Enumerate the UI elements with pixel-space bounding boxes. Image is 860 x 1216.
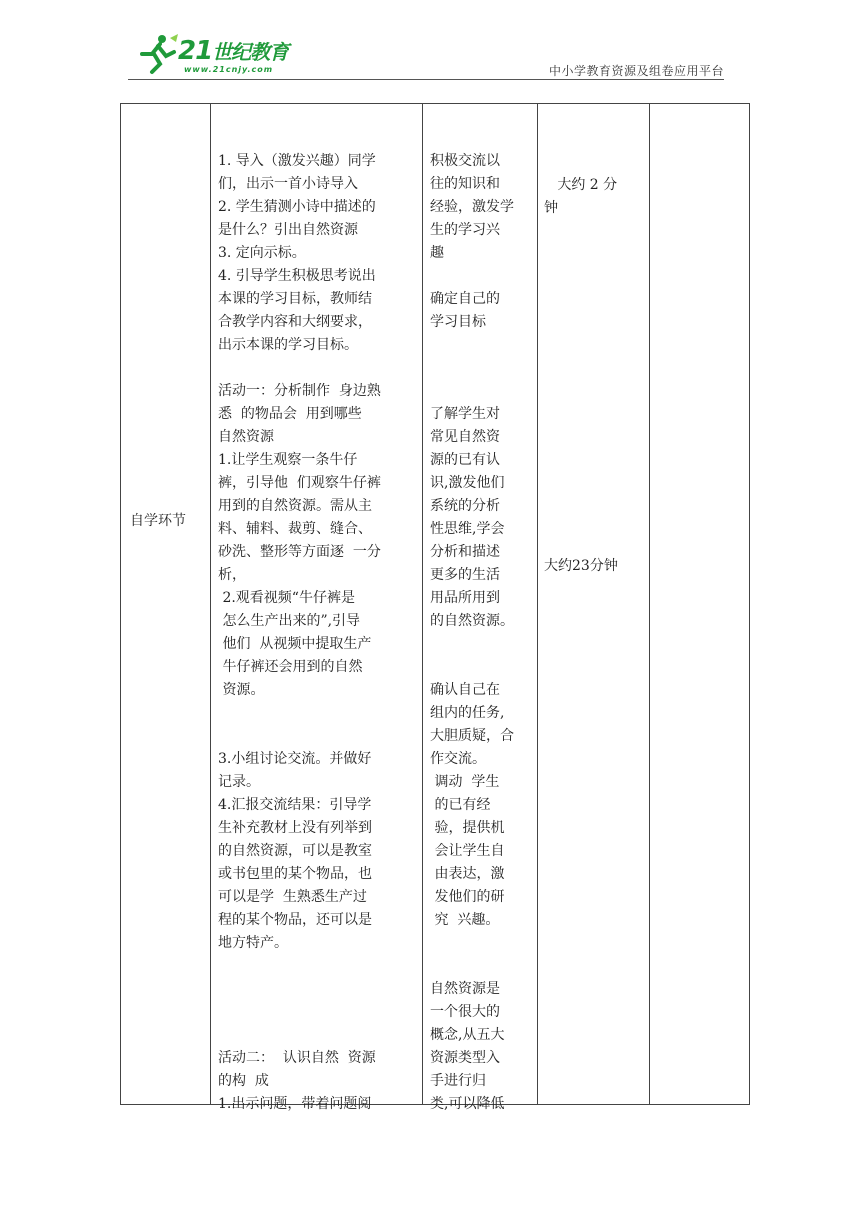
teacher-line: 他们 从视频中提取生产 bbox=[218, 636, 372, 652]
logo-url: www.21cnjy.com bbox=[184, 65, 274, 74]
student-line: 手进行归 bbox=[430, 1073, 486, 1089]
platform-name: 中小学教育资源及组卷应用平台 bbox=[548, 64, 724, 78]
student-line: 源的已有认 bbox=[430, 452, 500, 468]
column-divider bbox=[210, 104, 211, 1104]
teacher-line: 本课的学习目标，教师结 bbox=[218, 291, 372, 307]
teacher-line: 记录。 bbox=[218, 774, 260, 790]
student-line bbox=[430, 633, 533, 656]
student-line: 经验，激发学 bbox=[430, 199, 514, 215]
teacher-line: 活动一：分析制作 身边熟 bbox=[218, 383, 381, 399]
time-cell-1: 大约 2 分 钟 bbox=[544, 177, 618, 216]
time-cell-2: 大约23分钟 bbox=[544, 558, 618, 574]
student-line: 类,可以降低 bbox=[430, 1096, 505, 1112]
student-line: 的已有经 bbox=[430, 797, 491, 813]
student-line: 一个很大的 bbox=[430, 1004, 500, 1020]
teacher-line: 析， bbox=[218, 567, 246, 583]
teacher-line: 砂洗、整形等方面逐 一分 bbox=[218, 544, 381, 560]
teacher-line: 裤，引导他 们观察牛仔裤 bbox=[218, 475, 381, 491]
teacher-line: 合教学内容和大纲要求， bbox=[218, 314, 372, 330]
teacher-line: 1.让学生观察一条牛仔 bbox=[218, 452, 358, 468]
teacher-line: 生补充教材上没有列举到 bbox=[218, 820, 372, 836]
column-divider bbox=[537, 104, 538, 1104]
runner-logo-icon bbox=[136, 32, 180, 76]
student-line: 的自然资源。 bbox=[430, 613, 514, 629]
student-line: 了解学生对 bbox=[430, 406, 500, 422]
student-line bbox=[430, 265, 533, 288]
column-divider bbox=[649, 104, 650, 1104]
student-line: 趣 bbox=[430, 245, 444, 261]
student-line: 常见自然资 bbox=[430, 429, 500, 445]
teacher-line bbox=[218, 1024, 414, 1047]
teacher-line: 程的某个物品，还可以是 bbox=[218, 912, 372, 928]
student-line bbox=[430, 932, 533, 955]
student-line: 究 兴趣。 bbox=[430, 912, 500, 928]
header-divider bbox=[128, 79, 724, 80]
student-line bbox=[430, 380, 533, 403]
lesson-table bbox=[120, 103, 750, 1112]
teacher-line: 地方特产。 bbox=[218, 935, 288, 951]
student-line bbox=[430, 334, 533, 357]
student-activity-cell bbox=[430, 150, 533, 1116]
teacher-line: 的自然资源，可以是教室 bbox=[218, 843, 372, 859]
student-line: 确认自己在 bbox=[430, 682, 500, 698]
column-divider bbox=[422, 104, 423, 1104]
teacher-line: 2. 学生猜测小诗中描述的 bbox=[218, 199, 376, 215]
page-header bbox=[128, 28, 724, 80]
student-line bbox=[430, 357, 533, 380]
teacher-line: 自然资源 bbox=[218, 429, 274, 445]
teacher-line bbox=[218, 955, 414, 978]
teacher-line: 用到的自然资源。需从主 bbox=[218, 498, 372, 514]
teacher-activity-cell bbox=[218, 150, 414, 1116]
student-line bbox=[430, 656, 533, 679]
teacher-line: 的构 成 bbox=[218, 1073, 269, 1089]
teacher-line: 牛仔裤还会用到的自然 bbox=[218, 659, 363, 675]
student-line: 由表达，激 bbox=[430, 866, 505, 882]
student-line: 调动 学生 bbox=[430, 774, 500, 790]
student-line: 概念,从五大 bbox=[430, 1027, 505, 1043]
student-line: 发他们的研 bbox=[430, 889, 505, 905]
student-line: 更多的生活 bbox=[430, 567, 500, 583]
teacher-line: 或书包里的某个物品，也 bbox=[218, 866, 372, 882]
teacher-line: 1. 导入（激发兴趣）同学 bbox=[218, 153, 376, 169]
student-line: 会让学生自 bbox=[430, 843, 505, 859]
stage-cell: 自学环节 bbox=[130, 513, 186, 529]
teacher-line: 们，出示一首小诗导入 bbox=[218, 176, 358, 192]
student-line: 分析和描述 bbox=[430, 544, 500, 560]
teacher-line: 4.汇报交流结果：引导学 bbox=[218, 797, 372, 813]
student-line: 作交流。 bbox=[430, 751, 486, 767]
teacher-line: 出示本课的学习目标。 bbox=[218, 337, 358, 353]
teacher-line bbox=[218, 978, 414, 1001]
teacher-line: 资源。 bbox=[218, 682, 265, 698]
student-line: 确定自己的 bbox=[430, 291, 500, 307]
student-line: 生的学习兴 bbox=[430, 222, 500, 238]
student-line: 性思维,学会 bbox=[430, 521, 505, 537]
logo bbox=[128, 28, 308, 78]
teacher-line: 3.小组讨论交流。并做好 bbox=[218, 751, 372, 767]
teacher-line: 可以是学 生熟悉生产过 bbox=[218, 889, 367, 905]
student-line: 系统的分析 bbox=[430, 498, 500, 514]
teacher-line: 料、辅料、裁剪、缝合、 bbox=[218, 521, 372, 537]
teacher-line: 是什么？引出自然资源 bbox=[218, 222, 358, 238]
student-line bbox=[430, 955, 533, 978]
teacher-line bbox=[218, 357, 414, 380]
teacher-line: 3. 定向示标。 bbox=[218, 245, 306, 261]
teacher-line: 活动二： 认识自然 资源 bbox=[218, 1050, 376, 1066]
student-line: 学习目标 bbox=[430, 314, 486, 330]
teacher-line: 4. 引导学生积极思考说出 bbox=[218, 268, 376, 284]
student-line: 识,激发他们 bbox=[430, 475, 505, 491]
student-line: 验，提供机 bbox=[430, 820, 505, 836]
teacher-line: 2.观看视频“牛仔裤是 bbox=[218, 590, 355, 606]
student-line: 自然资源是 bbox=[430, 981, 500, 997]
teacher-line: 怎么生产出来的”,引导 bbox=[218, 613, 361, 629]
teacher-line bbox=[218, 725, 414, 748]
student-line: 大胆质疑，合 bbox=[430, 728, 514, 744]
logo-wordmark: 21世纪教育 bbox=[178, 36, 289, 66]
student-line: 资源类型入 bbox=[430, 1050, 500, 1066]
teacher-line: 1.出示问题，带着问题阅 bbox=[218, 1096, 372, 1112]
teacher-line bbox=[218, 1001, 414, 1024]
student-line: 组内的任务, bbox=[430, 705, 505, 721]
student-line: 积极交流以 bbox=[430, 153, 500, 169]
student-line: 往的知识和 bbox=[430, 176, 500, 192]
teacher-line: 悉 的物品会 用到哪些 bbox=[218, 406, 362, 422]
student-line: 用品所用到 bbox=[430, 590, 500, 606]
teacher-line bbox=[218, 702, 414, 725]
